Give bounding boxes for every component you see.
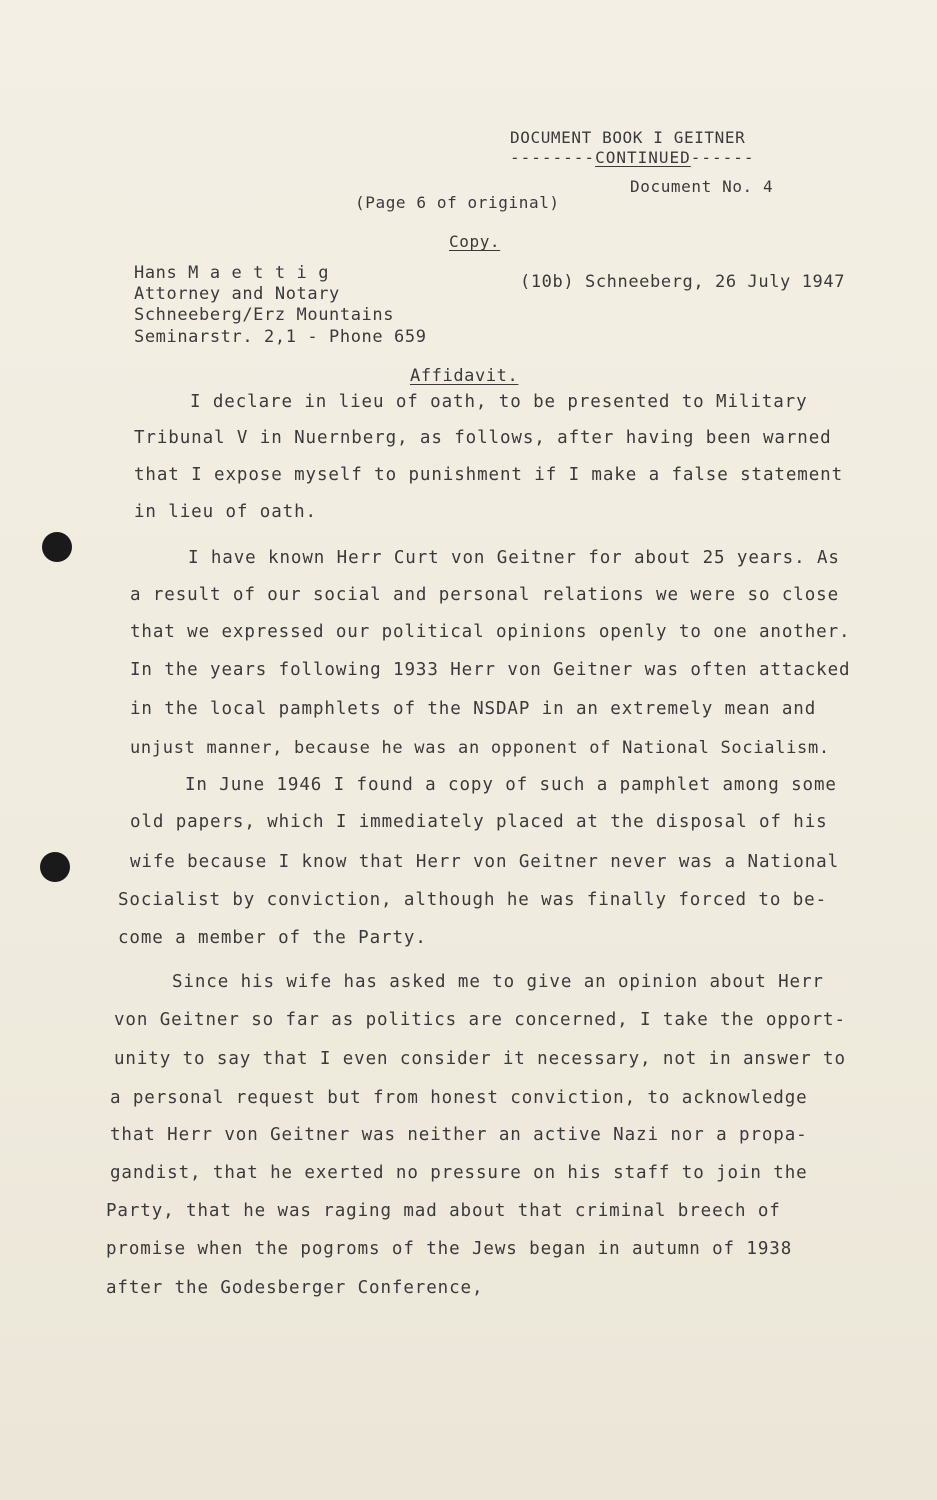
body-line: unity to say that I even consider it necessary, not in answer to xyxy=(114,1049,846,1069)
body-line: a personal request but from honest conviction, to acknowledge xyxy=(110,1088,808,1108)
punch-hole-bottom xyxy=(40,852,70,882)
letterhead-title: Attorney and Notary xyxy=(134,284,340,304)
body-line: von Geitner so far as politics are concerned, I take the opport- xyxy=(114,1010,846,1030)
continued-line xyxy=(510,148,755,167)
body-line: Party, that he was raging mad about that criminal breech of xyxy=(106,1201,781,1221)
body-line: old papers, which I immediately placed at the disposal of his xyxy=(130,812,828,832)
page-reference: (Page 6 of original) xyxy=(355,193,560,212)
letterhead-address: Seminarstr. 2,1 - Phone 659 xyxy=(134,327,427,347)
body-line: gandist, that he exerted no pressure on his staff to join the xyxy=(110,1163,808,1183)
punch-hole-top xyxy=(42,532,72,562)
body-line: I declare in lieu of oath, to be presented to Military xyxy=(190,392,808,412)
body-line: that we expressed our political opinions openly to one another. xyxy=(130,622,851,642)
document-number: Document No. 4 xyxy=(630,177,774,196)
letterhead-city: Schneeberg/Erz Mountains xyxy=(134,305,395,325)
copy-label: Copy. xyxy=(449,232,501,251)
body-line: wife because I know that Herr von Geitner never was a National xyxy=(130,852,840,872)
body-line: In June 1946 I found a copy of such a pamphlet among some xyxy=(185,775,837,795)
body-line: Since his wife has asked me to give an opinion about Herr xyxy=(172,972,824,992)
body-line: promise when the pogroms of the Jews began in autumn of 1938 xyxy=(106,1239,793,1259)
body-line: Socialist by conviction, although he was finally forced to be- xyxy=(118,890,828,910)
body-line: Tribunal V in Nuernberg, as follows, after having been warned xyxy=(134,428,832,448)
continued-label: CONTINUED xyxy=(595,148,691,167)
body-line: in lieu of oath. xyxy=(134,502,317,522)
body-line: I have known Herr Curt von Geitner for about 25 years. As xyxy=(188,548,840,568)
body-line: come a member of the Party. xyxy=(118,928,427,948)
book-title: DOCUMENT BOOK I GEITNER xyxy=(510,128,746,147)
body-line: In the years following 1933 Herr von Geitner was often attacked xyxy=(130,660,851,680)
body-line: unjust manner, because he was an opponent of National Socialism. xyxy=(130,738,830,758)
body-line: after the Godesberger Conference, xyxy=(106,1278,484,1298)
place-date: (10b) Schneeberg, 26 July 1947 xyxy=(520,272,846,292)
body-line: in the local pamphlets of the NSDAP in an extremely mean and xyxy=(130,699,817,719)
dashes-left: -------- xyxy=(510,148,596,167)
letterhead-name: Hans M a e t t i g xyxy=(134,263,330,283)
dashes-right: ------ xyxy=(690,148,755,167)
body-line: a result of our social and personal relations we were so close xyxy=(130,585,840,605)
body-line: that I expose myself to punishment if I make a false statement xyxy=(134,465,844,485)
affidavit-heading: Affidavit. xyxy=(410,366,519,386)
body-line: that Herr von Geitner was neither an active Nazi nor a propa- xyxy=(110,1125,808,1145)
